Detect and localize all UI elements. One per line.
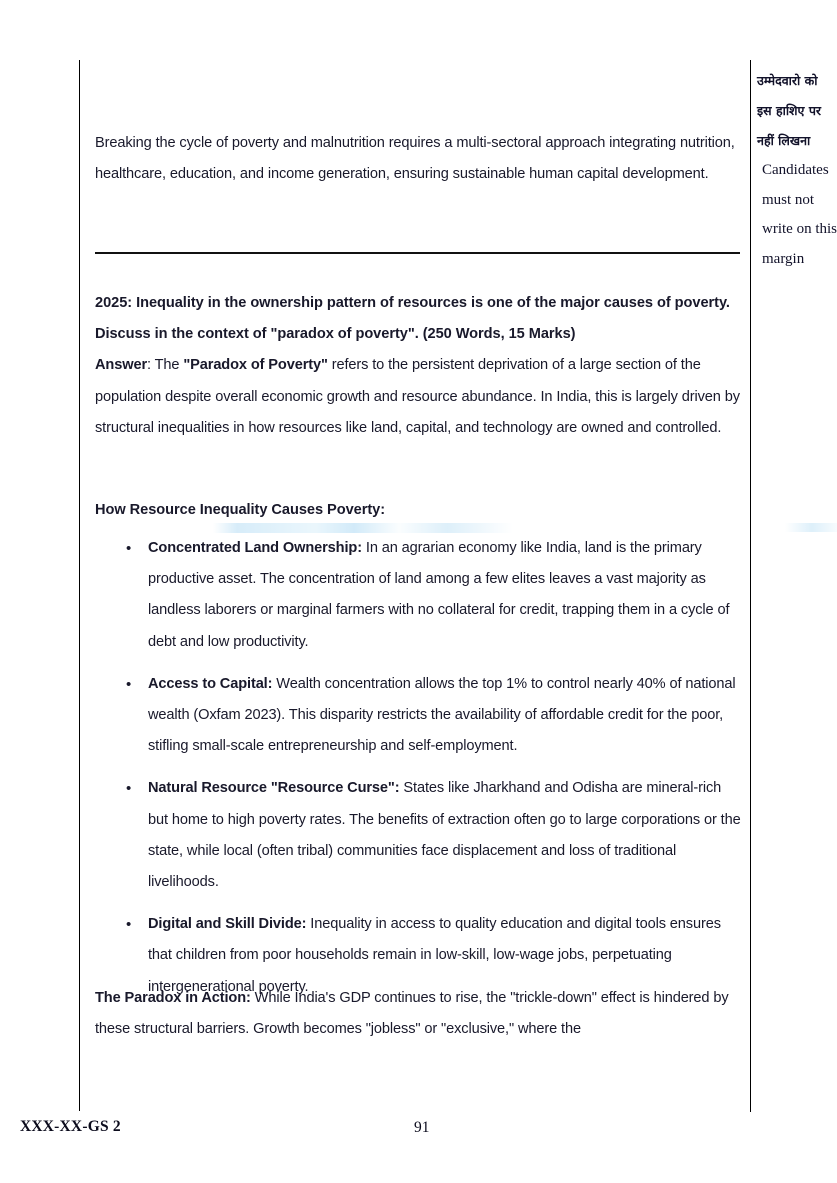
scan-artifact-band-secondary xyxy=(785,523,837,532)
bullet-icon: • xyxy=(126,780,132,798)
list-item xyxy=(95,773,743,898)
margin-warning-english-line-3: write on this xyxy=(762,221,837,237)
margin-warning-english-line-1: Candidates xyxy=(762,162,829,178)
list-item-text: Inequality in access to quality education and digital tools ensures that children from poor households remain in low-skill, low-wage jobs, perpetuating intergenerational poverty. xyxy=(148,916,721,995)
margin-warning-hindi-line-2: इस हाशिए पर xyxy=(757,103,822,118)
list-item-lead: Access to Capital: xyxy=(148,675,273,692)
bullet-icon: • xyxy=(126,675,132,693)
page-number: 91 xyxy=(414,1119,430,1136)
answer-intro-post: refers to the persistent deprivation of a large section of the population despite overall economic growth and resource abundance. In India, this is largely driven by structural inequalities in how resources like land, capital, and technology are owned and controlled. xyxy=(95,357,740,436)
list-item-text: Wealth concentration allows the top 1% to control nearly 40% of national wealth (Oxfam 2023). This disparity restricts the availability of affordable credit for the poor, stifling small-scale entrepreneurship and self-employment. xyxy=(148,675,736,755)
answer-intro-pre: The xyxy=(154,357,184,374)
margin-warning-hindi-line-1: उम्मेदवारो को xyxy=(757,73,818,88)
booklet-code: XXX-XX-GS 2 xyxy=(20,1118,121,1135)
list-item-lead: Natural Resource "Resource Curse": xyxy=(148,780,400,797)
answer-intro-emphasis: "Paradox of Poverty" xyxy=(183,357,328,374)
closing-paragraph-lead: The Paradox in Action: xyxy=(95,990,251,1006)
margin-warning-english-line-2: must not xyxy=(762,191,815,208)
closing-paragraph-text: While India's GDP continues to rise, the "trickle-down" effect is hindered by these structural barriers. Growth becomes "jobless" or "exclusive," where the xyxy=(95,990,729,1038)
intro-paragraph: Breaking the cycle of poverty and malnutrition requires a multi-sectoral approach integrating nutrition, healthcare, education, and income generation, ensuring sustainable human capital development. xyxy=(95,135,735,183)
closing-paragraph xyxy=(95,983,743,1045)
bullet-icon: • xyxy=(126,540,132,557)
answer-label-separator: : xyxy=(147,357,155,374)
bullet-icon: • xyxy=(126,916,132,934)
list-item xyxy=(95,533,743,658)
question-block xyxy=(95,288,743,444)
margin-warning-note xyxy=(757,66,837,274)
question-heading: 2025: Inequality in the ownership pattern of resources is one of the major causes of poverty. Discuss in the context of "paradox of poverty". (250 Words, 15 Marks) xyxy=(95,295,730,343)
right-margin-rule xyxy=(750,60,751,1112)
list-item-text: States like Jharkhand and Odisha are mineral-rich but home to high poverty rates. The benefits of extraction often go to large corporations or the state, while local (often tribal) communities face displacement and loss of traditional livelihoods. xyxy=(148,780,741,891)
list-item-text: In an agrarian economy like India, land is the primary productive asset. The concentration of land among a few elites leaves a vast majority as landless laborers or marginal farmers with no collateral for credit, trapping them in a cycle of debt and low productivity. xyxy=(148,540,730,650)
list-item-lead: Concentrated Land Ownership: xyxy=(148,540,362,556)
answer-paragraph xyxy=(95,350,743,444)
list-item-lead: Digital and Skill Divide: xyxy=(148,916,307,933)
section-separator-rule xyxy=(95,252,740,254)
resource-inequality-points-list xyxy=(95,533,743,1014)
section-subheading: How Resource Inequality Causes Poverty: xyxy=(95,502,386,518)
left-margin-rule xyxy=(79,60,80,1111)
list-item xyxy=(95,669,743,763)
margin-warning-hindi-line-3: नहीं लिखना xyxy=(757,133,811,148)
answer-label: Answer xyxy=(95,357,147,374)
margin-warning-english-line-4: margin xyxy=(762,250,805,267)
